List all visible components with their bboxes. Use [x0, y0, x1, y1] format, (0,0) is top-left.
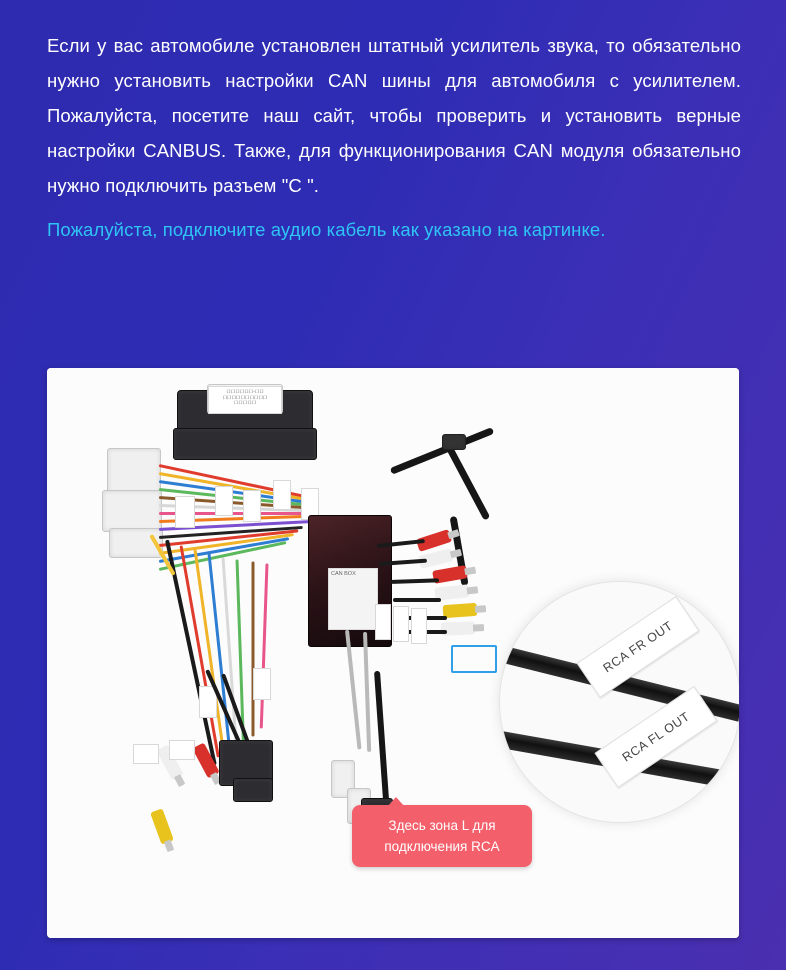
black-cable-bottom — [374, 671, 389, 807]
rca-out-tag-2 — [169, 740, 195, 760]
bottom-black-connector-2 — [233, 778, 273, 802]
zoom-tag-rca-fl-out: RCA FL OUT — [595, 686, 718, 788]
rca-out-tag-1 — [133, 744, 159, 764]
figure-card — [47, 368, 739, 938]
left-connector-b — [102, 490, 162, 532]
left-connector-a — [107, 448, 161, 494]
zoom-tag-rca-fr-out: RCA FR OUT — [577, 596, 700, 698]
highlight-region — [451, 645, 497, 673]
rca-zone-callout: Здесь зона L для подключения RCA — [352, 805, 532, 867]
main-connector-tag: 口口口口口口-口口 口口口口口口口口口口 口口口口口 — [208, 386, 282, 414]
harness-tag-2 — [215, 486, 233, 516]
wire-down-7 — [252, 562, 255, 737]
instruction-paragraph: Если у вас автомобиле установлен штатный усилитель звука, то обязательно нужно установить настройки CAN шины для автомобиля с усилителем. Пожалуйста, посетите наш сайт, чтобы проверить и установить верные настройки CANBUS. Также, для функционирования CAN модуля обязательно нужно подключить разъем "C ". — [47, 35, 741, 196]
can-box-label: CAN BOX — [328, 568, 378, 630]
rca-wire-tag-2 — [393, 606, 409, 642]
rca-wire-4 — [393, 598, 441, 602]
rca-wire-tag-3 — [411, 608, 427, 644]
harness-photo — [47, 368, 739, 938]
instruction-note: Пожалуйста, подключите аудио кабель как указано на картинке. — [47, 219, 606, 240]
cable-sleeve — [442, 434, 466, 450]
grey-cable-2 — [363, 632, 371, 752]
main-connector-body — [173, 428, 317, 460]
instruction-text-block — [47, 28, 741, 247]
harness-tag-4 — [273, 480, 291, 510]
rca-wire-tag-1 — [375, 604, 391, 640]
harness-tag-1 — [175, 496, 195, 528]
rca-plug-yellow — [443, 603, 478, 618]
main-black-cable-2 — [442, 438, 490, 521]
harness-tag-3 — [243, 490, 261, 522]
rca-out-yellow — [150, 808, 174, 844]
wire-down-8 — [260, 563, 269, 728]
harness-tag-7 — [253, 668, 271, 700]
zoom-inset — [499, 581, 739, 823]
grey-cable-1 — [345, 630, 362, 750]
rca-wire-3 — [391, 578, 439, 584]
